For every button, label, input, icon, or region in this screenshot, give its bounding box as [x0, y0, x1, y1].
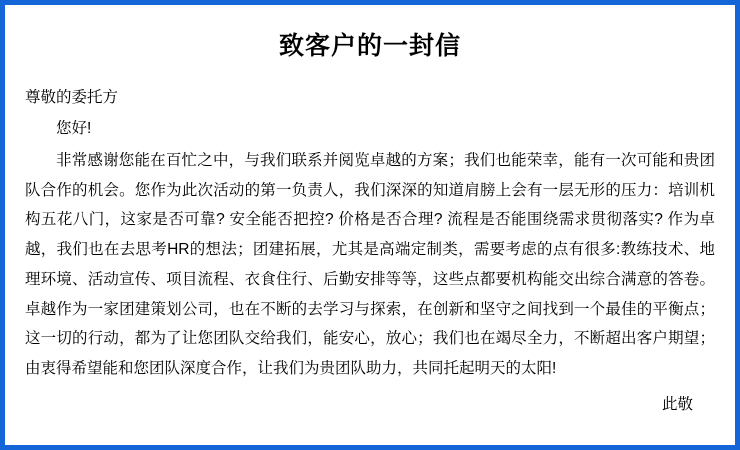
- letter-content: [5, 5, 735, 445]
- closing-line: 此敬: [661, 395, 693, 413]
- greeting-line: 您好!: [56, 120, 92, 138]
- salutation-line: 尊敬的委托方: [25, 89, 119, 106]
- letter-body-paragraph: 非常感谢您能在百忙之中，与我们联系并阅览卓越的方案；我们也能荣幸，能有一次可能和贵团队合作的机会。您作为此次活动的第一负责人，我们深深的知道肩膀上会有一层无形的压力：培训机构五花八门，这家是否可靠? 安全能否把控? 价格是否合理? 流程是否能围绕需求贯彻落实? 作为卓越，我们也在去思考HR的想法；团建拓展，尤其是高端定制类，需要考虑的点有很多:教练技术、地理环境、活动宣传、项目流程、衣食住行、后勤安排等等，这些点都要机构能交出综合满意的答卷。卓越作为一家团建策划公司，也在不断的去学习与探索，在创新和坚守之间找到一个最佳的平衡点；这一切的行动，都为了让您团队交给我们，能安心，放心；我们也在竭尽全力，不断超出客户期望；由衷得希望能和您团队深度合作，让我们为贵团队助力，共同托起明天的太阳!: [25, 151, 715, 378]
- page-title: 致客户的一封信: [278, 32, 461, 60]
